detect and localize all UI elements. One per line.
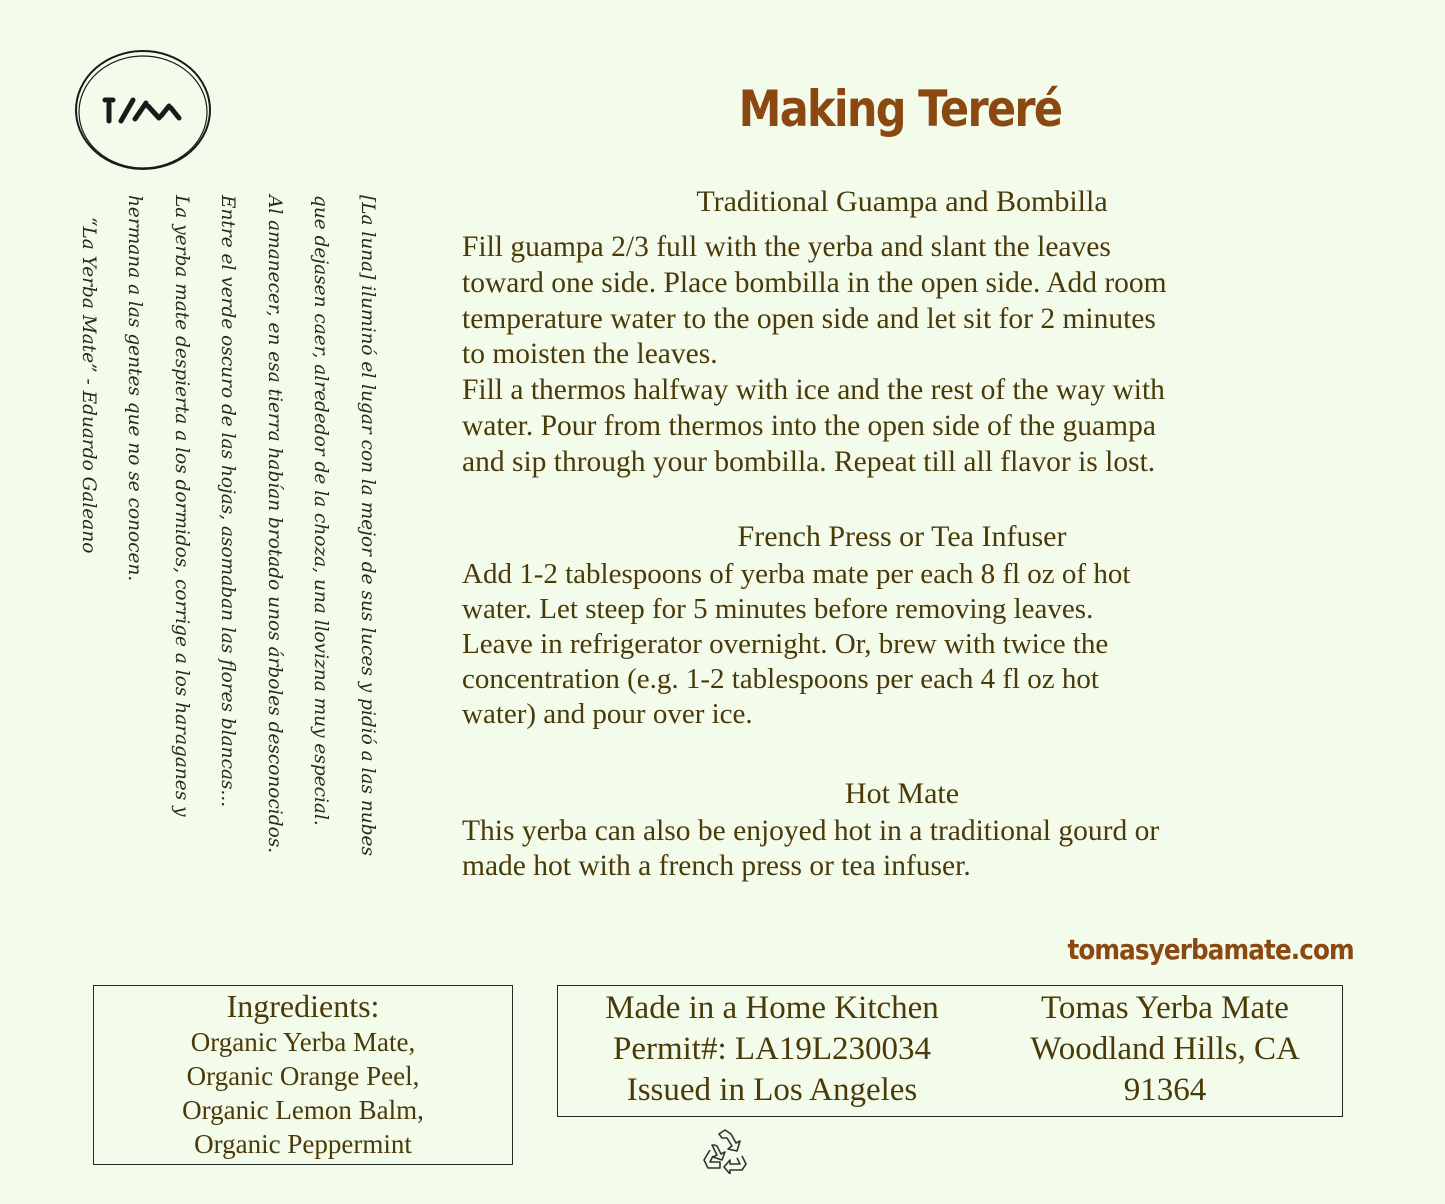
quote-line: Entre el verde oscuro de las hojas, asomaban las flores blancas... xyxy=(217,195,239,808)
body-line: Add 1-2 tablespoons of yerba mate per each 8 fl oz of hot xyxy=(462,558,1131,590)
section-heading: Hot Mate xyxy=(844,777,960,810)
ingredient-item: Organic Yerba Mate, xyxy=(190,1027,416,1057)
body-line: This yerba can also be enjoyed hot in a traditional gourd or xyxy=(462,815,1160,847)
body-line: and sip through your bombilla. Repeat till all flavor is lost. xyxy=(462,445,1156,478)
section-hot-mate xyxy=(462,774,1362,884)
permit-line: Permit#: LA19L230034 xyxy=(612,1031,932,1067)
home-kitchen-box xyxy=(557,985,1343,1117)
ingredient-item: Organic Orange Peel, xyxy=(186,1061,420,1091)
recycle-icon xyxy=(700,1128,750,1174)
section-body xyxy=(462,814,1362,884)
body-line: Leave in refrigerator overnight. Or, brew with twice the xyxy=(462,628,1109,660)
page-title: Making Tereré xyxy=(738,80,1062,138)
permit-info xyxy=(558,988,986,1111)
section-heading: French Press or Tea Infuser xyxy=(737,520,1067,553)
website-link[interactable]: tomasyerbamate.com xyxy=(1067,933,1354,966)
body-line: Fill a thermos halfway with ice and the rest of the way with xyxy=(462,374,1165,407)
body-line: water. Let steep for 5 minutes before removing leaves. xyxy=(462,593,1094,625)
body-line: temperature water to the open side and let sit for 2 minutes xyxy=(462,302,1156,335)
ingredient-item: Organic Lemon Balm, xyxy=(182,1095,424,1125)
address-line: 91364 xyxy=(1123,1072,1207,1108)
section-body xyxy=(462,230,1362,481)
ingredients-box xyxy=(93,985,513,1165)
tym-monogram-logo-icon xyxy=(73,48,213,173)
section-french-press xyxy=(462,517,1362,732)
body-line: made hot with a french press or tea infuser. xyxy=(462,850,971,882)
section-heading: Traditional Guampa and Bombilla xyxy=(696,185,1108,218)
quote-line: [La luna] iluminó el lugar con la mejor de sus luces y pidió a las nubes xyxy=(357,195,378,856)
company-address xyxy=(990,988,1340,1111)
quote-line: hermana a las gentes que no se conocen. xyxy=(124,195,146,582)
quote-line: Al amanecer, en esa tierra habían brotado unos árboles desconocidos. xyxy=(264,195,285,854)
body-line: water. Pour from thermos into the open side of the guampa xyxy=(462,409,1156,442)
brand-logo xyxy=(73,48,213,173)
ingredient-item: Organic Peppermint xyxy=(194,1129,412,1159)
permit-line: Issued in Los Angeles xyxy=(626,1072,918,1108)
body-line: concentration (e.g. 1-2 tablespoons per each 4 fl oz hot xyxy=(462,663,1099,695)
section-guampa xyxy=(462,182,1362,481)
body-line: Fill guampa 2/3 full with the yerba and slant the leaves xyxy=(462,231,1111,263)
quote-attribution: “La Yerba Mate” - Eduardo Galeano xyxy=(78,217,99,554)
body-line: water) and pour over ice. xyxy=(462,698,753,730)
section-body xyxy=(462,557,1362,732)
galeano-quote xyxy=(78,195,390,985)
address-line: Tomas Yerba Mate xyxy=(1041,990,1289,1026)
body-line: to moisten the leaves. xyxy=(462,338,718,371)
recycle-symbol-icon xyxy=(700,1128,750,1174)
permit-line: Made in a Home Kitchen xyxy=(605,990,939,1026)
quote-line: La yerba mate despierta a los dormidos, corrige a los haraganes y xyxy=(171,195,192,817)
body-line: toward one side. Place bombilla in the open side. Add room xyxy=(462,266,1167,299)
quote-line: que dejasen caer, alrededor de la choza, una llovizna muy especial. xyxy=(310,195,332,826)
address-line: Woodland Hills, CA xyxy=(1030,1031,1300,1067)
ingredients-heading: Ingredients: xyxy=(226,988,380,1024)
